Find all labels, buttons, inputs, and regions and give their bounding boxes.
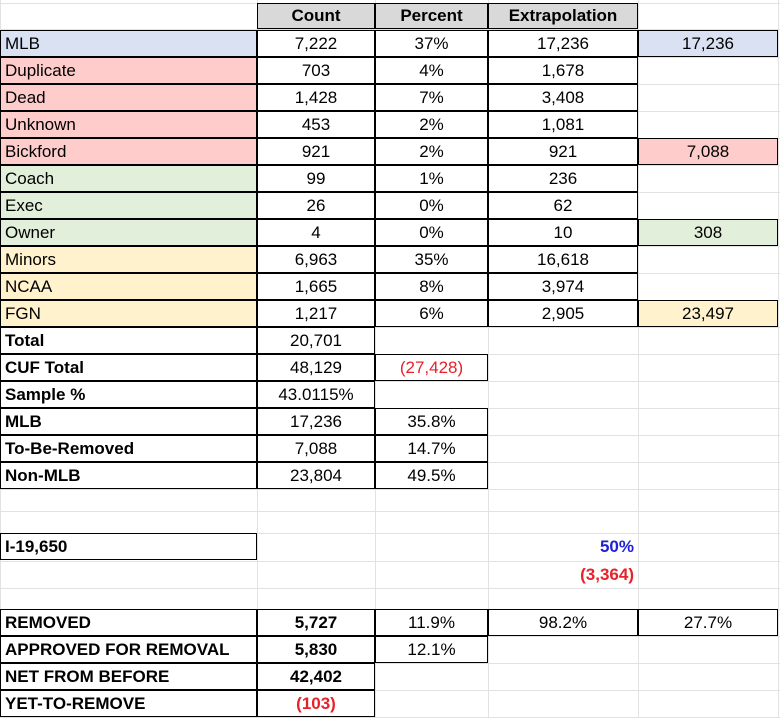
- category-percent[interactable]: 1%: [375, 165, 488, 192]
- category-label[interactable]: Unknown: [0, 111, 257, 138]
- approved-value[interactable]: 5,830: [257, 636, 375, 663]
- removed-share[interactable]: 27.7%: [638, 609, 778, 636]
- to-be-removed-label[interactable]: To-Be-Removed: [0, 435, 257, 462]
- removed-label[interactable]: REMOVED: [0, 609, 257, 636]
- mlb-summary-value[interactable]: 17,236: [257, 408, 375, 435]
- category-label[interactable]: Minors: [0, 246, 257, 273]
- i-19650-diff[interactable]: (3,364): [580, 564, 634, 584]
- mlb-summary-pct[interactable]: 35.8%: [375, 408, 488, 435]
- sample-pct-value[interactable]: 43.0115%: [257, 381, 375, 408]
- cuf-difference[interactable]: (27,428): [375, 354, 488, 381]
- category-count[interactable]: 703: [257, 57, 375, 84]
- header-extrapolation[interactable]: Extrapolation: [488, 3, 638, 29]
- group-total[interactable]: 7,088: [638, 138, 778, 165]
- category-label[interactable]: Exec: [0, 192, 257, 219]
- cuf-total-value[interactable]: 48,129: [257, 354, 375, 381]
- category-percent[interactable]: 0%: [375, 192, 488, 219]
- removed-ratio[interactable]: 98.2%: [488, 609, 638, 636]
- non-mlb-pct[interactable]: 49.5%: [375, 462, 488, 489]
- gridline-h: [0, 511, 780, 512]
- category-label[interactable]: Coach: [0, 165, 257, 192]
- category-extrapolation[interactable]: 17,236: [488, 30, 638, 57]
- category-extrapolation[interactable]: 3,408: [488, 84, 638, 111]
- category-extrapolation[interactable]: 62: [488, 192, 638, 219]
- category-percent[interactable]: 4%: [375, 57, 488, 84]
- group-total[interactable]: 308: [638, 219, 778, 246]
- i-19650-pct[interactable]: 50%: [599, 536, 634, 556]
- category-percent[interactable]: 2%: [375, 111, 488, 138]
- yet-to-remove-value[interactable]: (103): [257, 690, 375, 717]
- category-count[interactable]: 453: [257, 111, 375, 138]
- category-count[interactable]: 26: [257, 192, 375, 219]
- category-label[interactable]: Owner: [0, 219, 257, 246]
- category-count[interactable]: 4: [257, 219, 375, 246]
- non-mlb-label[interactable]: Non-MLB: [0, 462, 257, 489]
- category-percent[interactable]: 37%: [375, 30, 488, 57]
- gridline-h: [0, 489, 780, 490]
- category-label[interactable]: NCAA: [0, 273, 257, 300]
- net-from-before-label[interactable]: NET FROM BEFORE: [0, 663, 257, 690]
- header-percent[interactable]: Percent: [375, 3, 488, 29]
- category-label[interactable]: FGN: [0, 300, 257, 327]
- category-percent[interactable]: 6%: [375, 300, 488, 327]
- total-value[interactable]: 20,701: [257, 327, 375, 354]
- category-count[interactable]: 1,665: [257, 273, 375, 300]
- to-be-removed-pct[interactable]: 14.7%: [375, 435, 488, 462]
- category-extrapolation[interactable]: 2,905: [488, 300, 638, 327]
- header-count[interactable]: Count: [257, 3, 375, 29]
- gridline-h: [0, 588, 780, 589]
- approved-pct[interactable]: 12.1%: [375, 636, 488, 663]
- category-percent[interactable]: 2%: [375, 138, 488, 165]
- sample-pct-label[interactable]: Sample %: [0, 381, 257, 408]
- category-percent[interactable]: 8%: [375, 273, 488, 300]
- category-count[interactable]: 6,963: [257, 246, 375, 273]
- to-be-removed-value[interactable]: 7,088: [257, 435, 375, 462]
- approved-label[interactable]: APPROVED FOR REMOVAL: [0, 636, 257, 663]
- category-count[interactable]: 99: [257, 165, 375, 192]
- category-percent[interactable]: 0%: [375, 219, 488, 246]
- non-mlb-value[interactable]: 23,804: [257, 462, 375, 489]
- total-label[interactable]: Total: [0, 327, 257, 354]
- category-count[interactable]: 1,217: [257, 300, 375, 327]
- category-extrapolation[interactable]: 921: [488, 138, 638, 165]
- mlb-summary-label[interactable]: MLB: [0, 408, 257, 435]
- removed-value[interactable]: 5,727: [257, 609, 375, 636]
- category-label[interactable]: MLB: [0, 30, 257, 57]
- category-count[interactable]: 7,222: [257, 30, 375, 57]
- cuf-total-label[interactable]: CUF Total: [0, 354, 257, 381]
- group-total[interactable]: 23,497: [638, 300, 778, 327]
- removed-pct[interactable]: 11.9%: [375, 609, 488, 636]
- category-label[interactable]: Duplicate: [0, 57, 257, 84]
- i-19650-label[interactable]: I-19,650: [0, 533, 257, 560]
- category-extrapolation[interactable]: 10: [488, 219, 638, 246]
- gridline-v: [778, 0, 779, 718]
- category-percent[interactable]: 35%: [375, 246, 488, 273]
- group-total[interactable]: 17,236: [638, 30, 778, 57]
- category-extrapolation[interactable]: 1,678: [488, 57, 638, 84]
- category-extrapolation[interactable]: 3,974: [488, 273, 638, 300]
- net-from-before-value[interactable]: 42,402: [257, 663, 375, 690]
- gridline-h: [0, 561, 780, 562]
- category-label[interactable]: Bickford: [0, 138, 257, 165]
- category-extrapolation[interactable]: 16,618: [488, 246, 638, 273]
- category-percent[interactable]: 7%: [375, 84, 488, 111]
- category-label[interactable]: Dead: [0, 84, 257, 111]
- category-extrapolation[interactable]: 236: [488, 165, 638, 192]
- category-count[interactable]: 921: [257, 138, 375, 165]
- yet-to-remove-label[interactable]: YET-TO-REMOVE: [0, 690, 257, 717]
- category-count[interactable]: 1,428: [257, 84, 375, 111]
- category-extrapolation[interactable]: 1,081: [488, 111, 638, 138]
